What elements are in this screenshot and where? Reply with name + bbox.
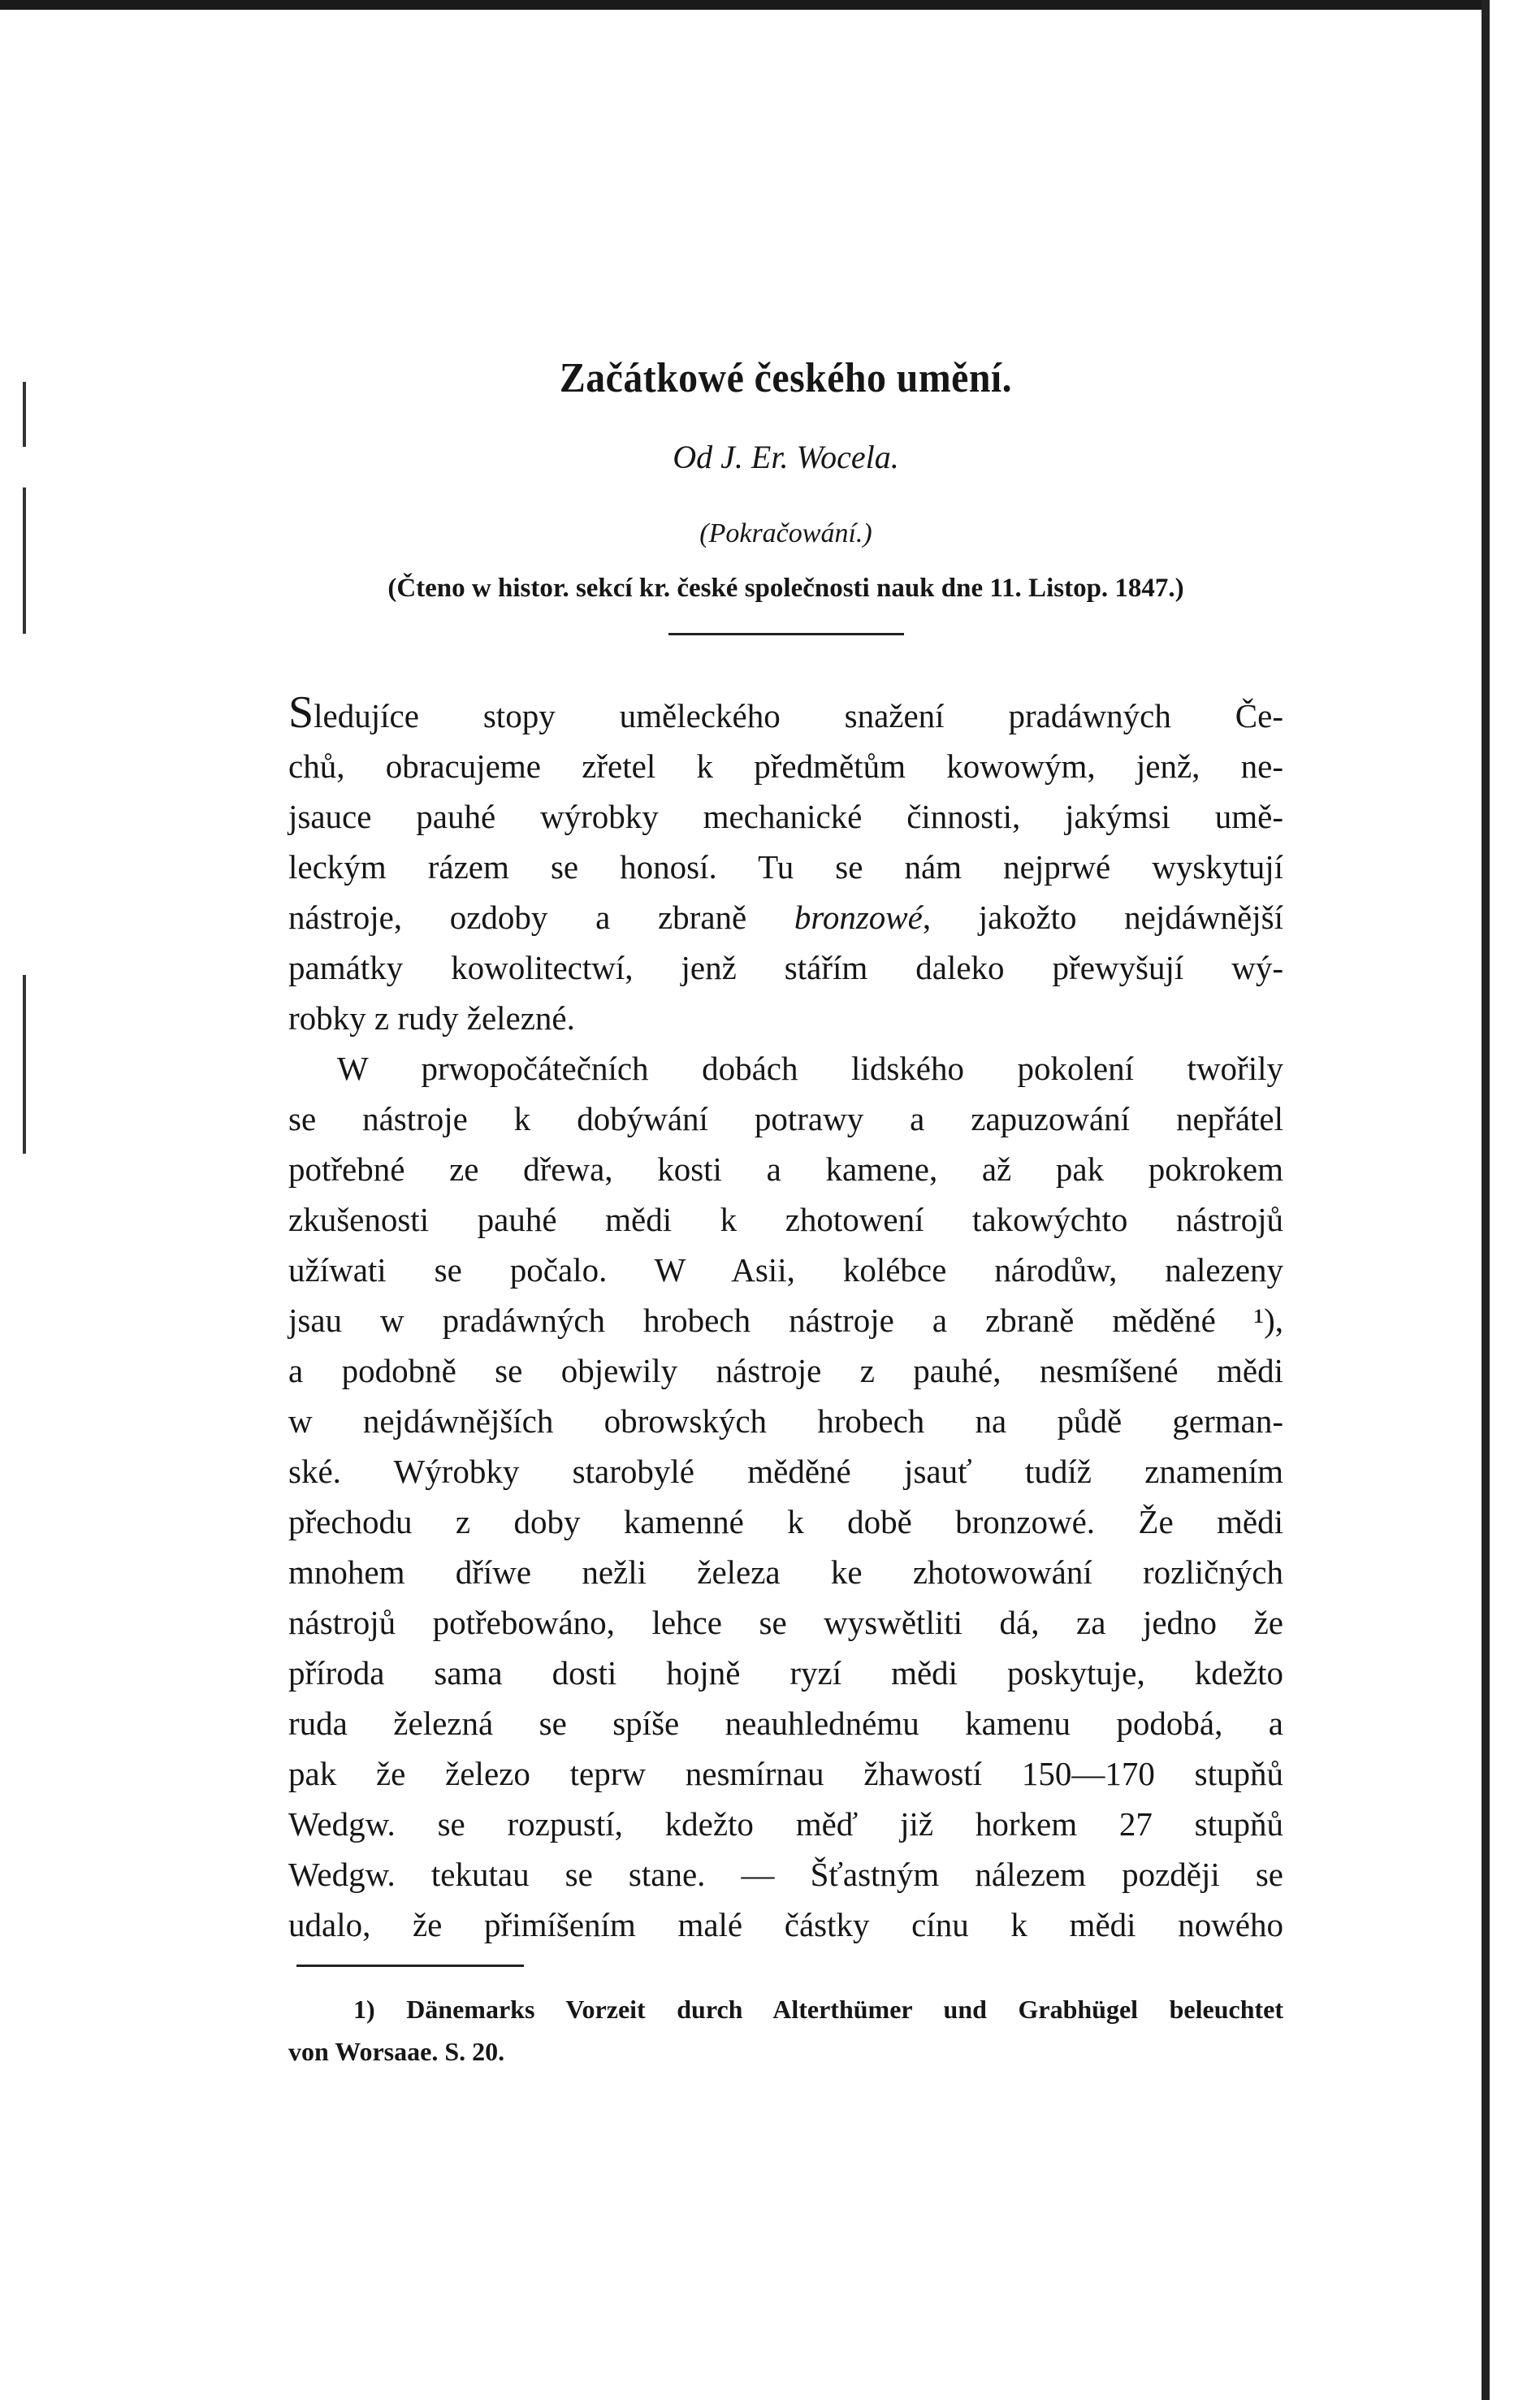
text-line: Wedgw. se rozpustí, kdežto měď již horkem 27 stupňů: [288, 1805, 1283, 1843]
text-line: a podobně se objewily nástroje z pauhé, nesmíšené mědi: [288, 1352, 1283, 1389]
text-line: robky z rudy železné.: [288, 999, 575, 1037]
article-title: Začátkowé českého umění.: [559, 355, 1013, 401]
scan-top-edge: [0, 0, 1540, 10]
italic-term: bronzowé: [794, 899, 923, 936]
text-line: chů, obracujeme zřetel k předmětům kowowým, jenž, ne-: [288, 747, 1283, 785]
text-line: zkušenosti pauhé mědi k zhotowení takowýchto nástrojů: [288, 1201, 1283, 1238]
paragraph-2: [288, 1043, 1283, 1950]
text-line: příroda sama dosti hojně ryzí mědi poskytuje, kdežto: [288, 1654, 1283, 1692]
text-line: Sledujíce stopy uměleckého snažení pradáwných Če-: [288, 687, 1283, 738]
text-line: přechodu z doby kamenné k době bronzowé. Že mědi: [288, 1503, 1283, 1540]
document-page: [288, 325, 1283, 2073]
heading-separator: [668, 633, 904, 635]
footnote-line: von Worsaae. S. 20.: [288, 2037, 505, 2066]
text-line: jsau w pradáwných hrobech nástroje a zbraně měděné ¹),: [288, 1302, 1283, 1339]
reading-note: (Čteno w histor. sekcí kr. české společnosti nauk dne 11. Listop. 1847.): [387, 574, 1184, 603]
text-line: nástrojů potřebowáno, lehce se wyswětliti dá, za jedno že: [288, 1604, 1283, 1641]
text-line: leckým rázem se honosí. Tu se nám nejprwé wyskytují: [288, 848, 1283, 886]
text-line: udalo, že přimíšením malé částky cínu k mědi nowého: [288, 1906, 1283, 1943]
scan-right-edge: [1482, 0, 1540, 2400]
text-line: jsauce pauhé wýrobky mechanické činnosti, jakýmsi umě-: [288, 798, 1283, 835]
text-line: w nejdáwnějších obrowských hrobech na půdě german-: [288, 1402, 1283, 1440]
paragraph-1: [288, 687, 1283, 1043]
text-line: se nástroje k dobýwání potrawy a zapuzowání nepřátel: [288, 1100, 1283, 1137]
text-line: W prwopočátečních dobách lidského pokolení twořily: [337, 1050, 1283, 1087]
margin-mark: [23, 382, 26, 447]
margin-mark: [23, 487, 26, 634]
text-line: potřebné ze dřewa, kosti a kamene, až pak pokrokem: [288, 1150, 1283, 1188]
footnote-line: 1) Dänemarks Vorzeit durch Alterthümer und Grabhügel beleuchtet: [353, 1995, 1283, 2024]
text-line: památky kowolitectwí, jenž stářím daleko přewyšují wý-: [288, 949, 1283, 986]
footnote: [288, 1988, 1283, 2073]
continuation-note: (Pokračowání.): [699, 518, 872, 548]
text-line: pak že železo teprw nesmírnau žhawostí 150—170 stupňů: [288, 1755, 1283, 1792]
footnote-rule: [296, 1965, 524, 1967]
text-line: ruda železná se spíše neauhlednému kamenu podobá, a: [288, 1705, 1283, 1742]
article-author: Od J. Er. Wocela.: [673, 439, 899, 475]
text-line: ské. Wýrobky starobylé měděné jsauť tudíž znamením: [288, 1453, 1283, 1490]
text-line: nástroje, ozdoby a zbraně bronzowé, jakožto nejdáwnější: [288, 899, 1283, 936]
text-line: užíwati se počalo. W Asii, kolébce národůw, nalezeny: [288, 1251, 1283, 1289]
drop-cap: S: [288, 687, 314, 738]
margin-mark: [23, 975, 26, 1154]
text-line: mnohem dříwe nežli železa ke zhotowowání rozličných: [288, 1553, 1283, 1591]
text-line: Wedgw. tekutau se stane. — Šťastným nálezem později se: [288, 1856, 1283, 1893]
